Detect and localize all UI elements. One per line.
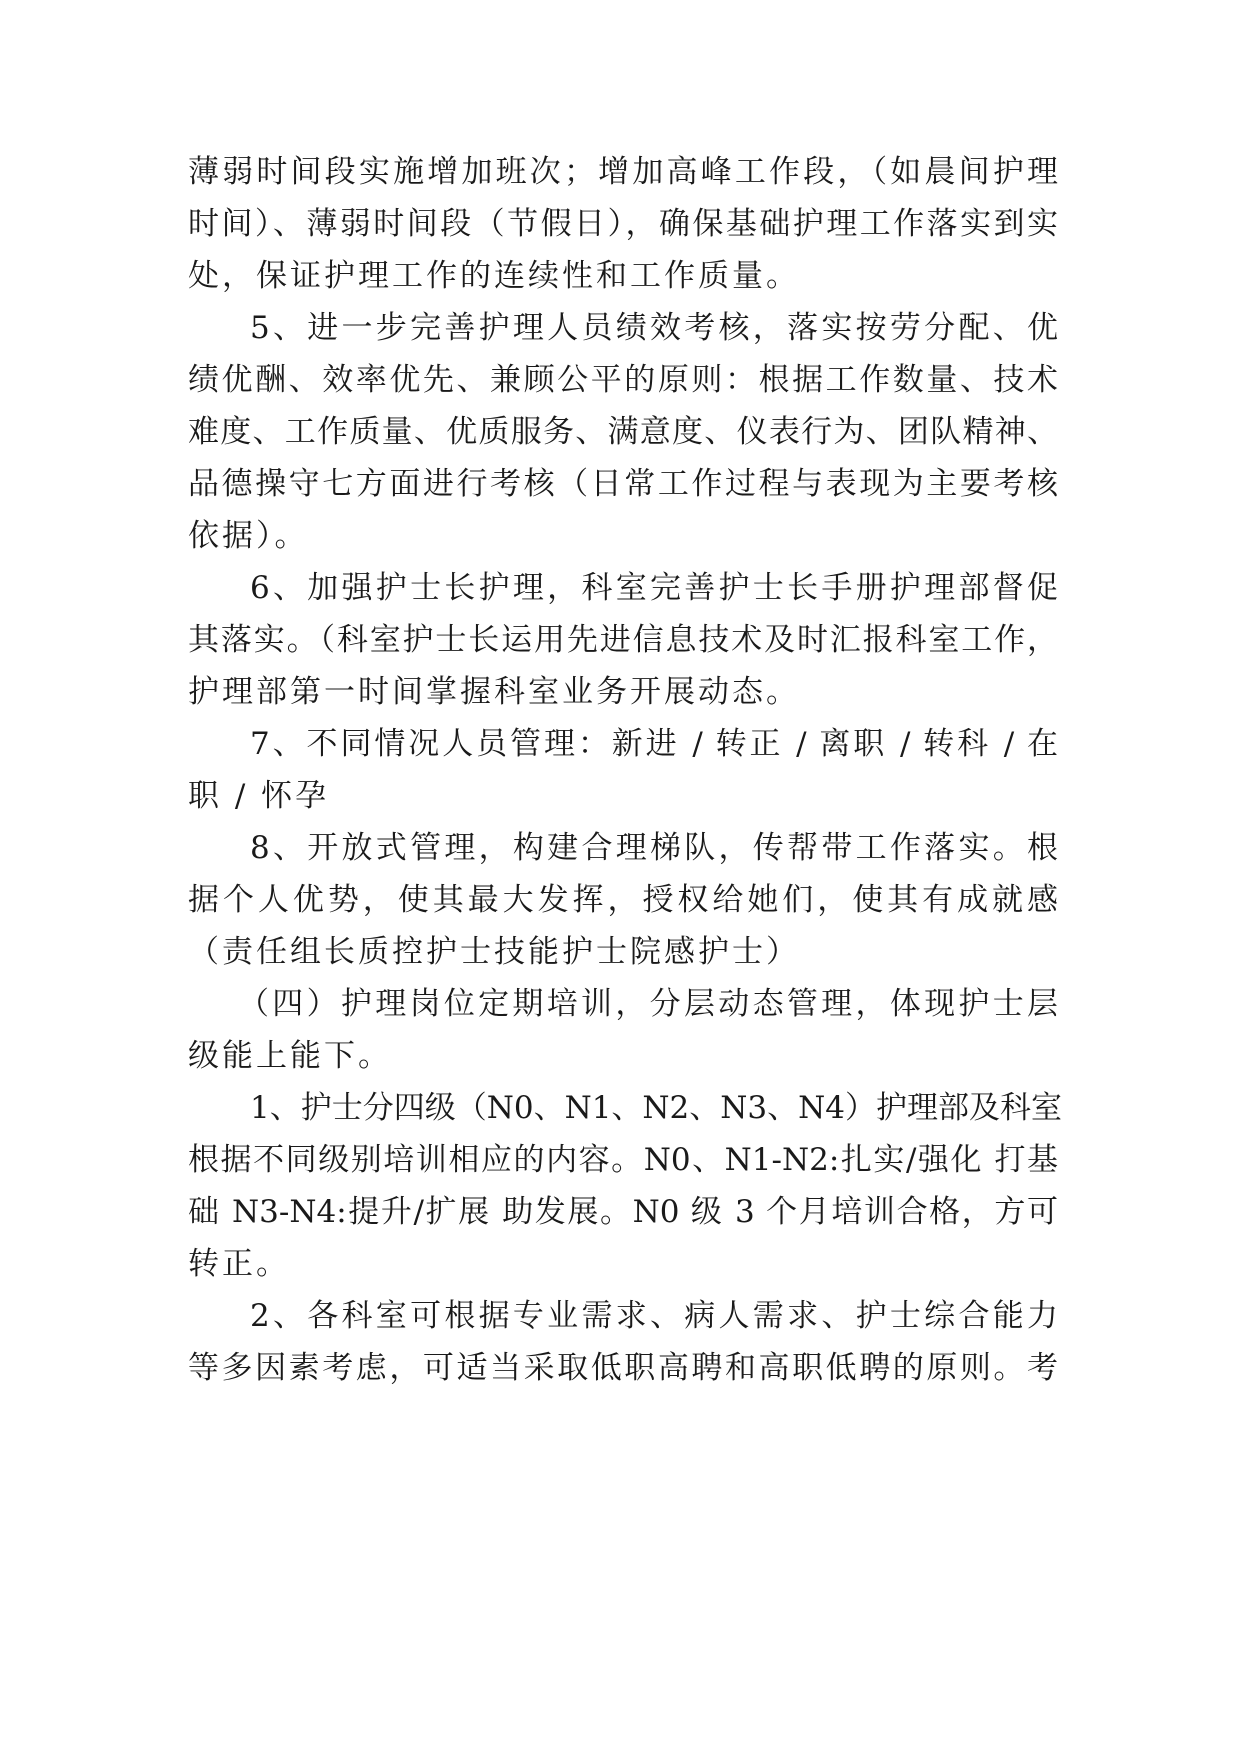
text-line: 职 / 怀孕 <box>188 778 330 814</box>
text-line: 础 N3-N4:提升/扩展 助发展。N0 级 3 个月培训合格，方可 <box>188 1194 1058 1230</box>
text-line: 等多因素考虑，可适当采取低职高聘和高职低聘的原则。考 <box>188 1350 1058 1386</box>
paragraph-5-start: 5、进一步完善护理人员绩效考核，落实按劳分配、优 <box>250 310 1058 346</box>
text-line: 根据不同级别培训相应的内容。N0、N1-N2:扎实/强化 打基 <box>188 1142 1058 1178</box>
text-line: 级能上能下。 <box>188 1038 392 1074</box>
paragraph-1-start: 1、护士分四级（N0、N1、N2、N3、N4）护理部及科室 <box>250 1090 1062 1126</box>
text-line: 护理部第一时间掌握科室业务开展动态。 <box>188 674 800 710</box>
text-line: （责任组长质控护士技能护士院感护士） <box>188 934 800 970</box>
text-line: 据个人优势，使其最大发挥，授权给她们，使其有成就感 <box>188 882 1058 918</box>
paragraph-2-start: 2、各科室可根据专业需求、病人需求、护士综合能力 <box>250 1298 1058 1334</box>
section-four-heading: （四）护理岗位定期培训，分层动态管理，体现护士层 <box>238 986 1058 1022</box>
text-line: 转正。 <box>188 1246 290 1282</box>
text-line: 薄弱时间段实施增加班次；增加高峰工作段，（如晨间护理 <box>188 154 1058 190</box>
text-line: 处，保证护理工作的连续性和工作质量。 <box>188 258 800 294</box>
text-line: 难度、工作质量、优质服务、满意度、仪表行为、团队精神、 <box>188 414 1058 450</box>
paragraph-6-start: 6、加强护士长护理，科室完善护士长手册护理部督促 <box>250 570 1058 606</box>
text-line: 品德操守七方面进行考核（日常工作过程与表现为主要考核 <box>188 466 1058 502</box>
text-line: 依据）。 <box>188 518 309 554</box>
paragraph-7-start: 7、不同情况人员管理：新进 / 转正 / 离职 / 转科 / 在 <box>250 726 1058 762</box>
text-line: 时间）、薄弱时间段（节假日），确保基础护理工作落实到实 <box>188 206 1058 242</box>
text-line: 绩优酬、效率优先、兼顾公平的原则：根据工作数量、技术 <box>188 362 1058 398</box>
paragraph-8-start: 8、开放式管理，构建合理梯队，传帮带工作落实。根 <box>250 830 1058 866</box>
text-line: 其落实。（科室护士长运用先进信息技术及时汇报科室工作， <box>188 622 1058 658</box>
